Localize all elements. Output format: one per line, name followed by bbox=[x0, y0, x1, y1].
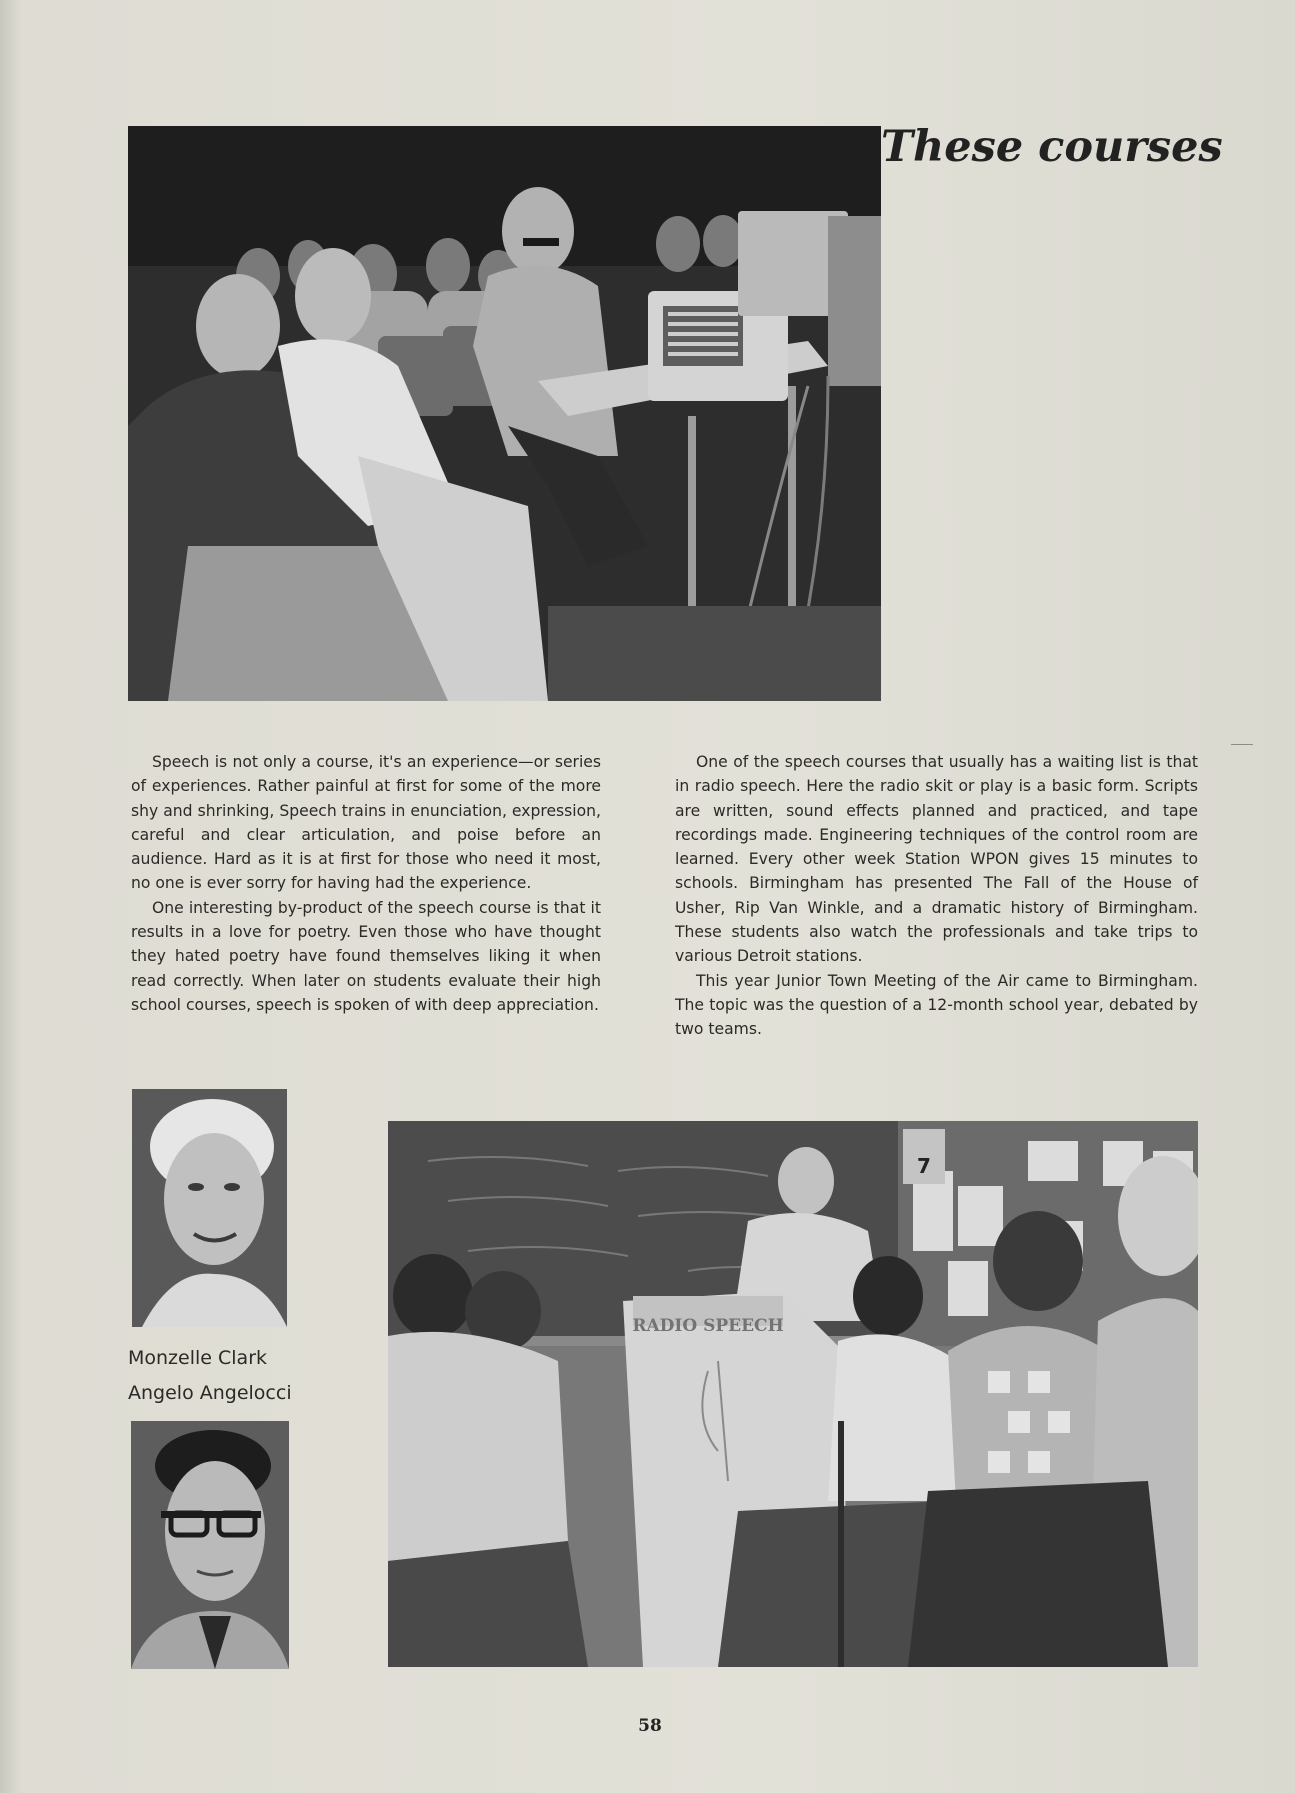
caption-portrait-top: Monzelle Clark bbox=[128, 1347, 268, 1369]
page-heading: These courses bbox=[881, 122, 1223, 172]
caption-portrait-bottom: Angelo Angelocci bbox=[128, 1382, 292, 1404]
photo-radio-class bbox=[128, 126, 881, 701]
paragraph: One of the speech courses that usually has a waiting list is that in radio speech. Here the radio skit or play is a basic form. Scripts are written, sound effects planned and practiced, and tape recordings made. Engineering techniques of the control room are learned. Every other week Station WPON gives 15 minutes to schools. Birmingham has presented The Fall of the House of Usher, Rip Van Winkle, and a dramatic history of Birmingham. These students also watch the professionals and take trips to various Detroit stations. bbox=[675, 753, 1198, 966]
page-number: 58 bbox=[638, 1716, 662, 1736]
photo-radio-speech-room bbox=[388, 1121, 1198, 1667]
text-column-left bbox=[131, 750, 601, 1017]
margin-mark bbox=[1231, 744, 1253, 745]
podium-sign: RADIO SPEECH bbox=[632, 1316, 784, 1336]
paragraph: One interesting by-product of the speech course is that it results in a love for poetry. Even those who have thought they hated poetry have found themselves liking it when read correctly. When later on students evaluate their high school courses, speech is spoken of with deep appreciation. bbox=[131, 898, 601, 1014]
calendar-number: 7 bbox=[917, 1154, 931, 1178]
text-column-right bbox=[675, 750, 1198, 1042]
portrait-angelo-angelocci bbox=[131, 1421, 289, 1669]
portrait-monzelle-clark bbox=[132, 1089, 287, 1327]
paragraph: Speech is not only a course, it's an experience—or series of experiences. Rather painful at first for some of the more shy and shrinking, Speech trains in enunciation, expression, careful and clear articulation, and poise before an audience. Hard as it is at first for those who need it most, no one is ever sorry for having had the experience. bbox=[131, 753, 601, 893]
paragraph: This year Junior Town Meeting of the Air came to Birmingham. The topic was the question of a 12-month school year, debated by two teams. bbox=[675, 971, 1198, 1039]
